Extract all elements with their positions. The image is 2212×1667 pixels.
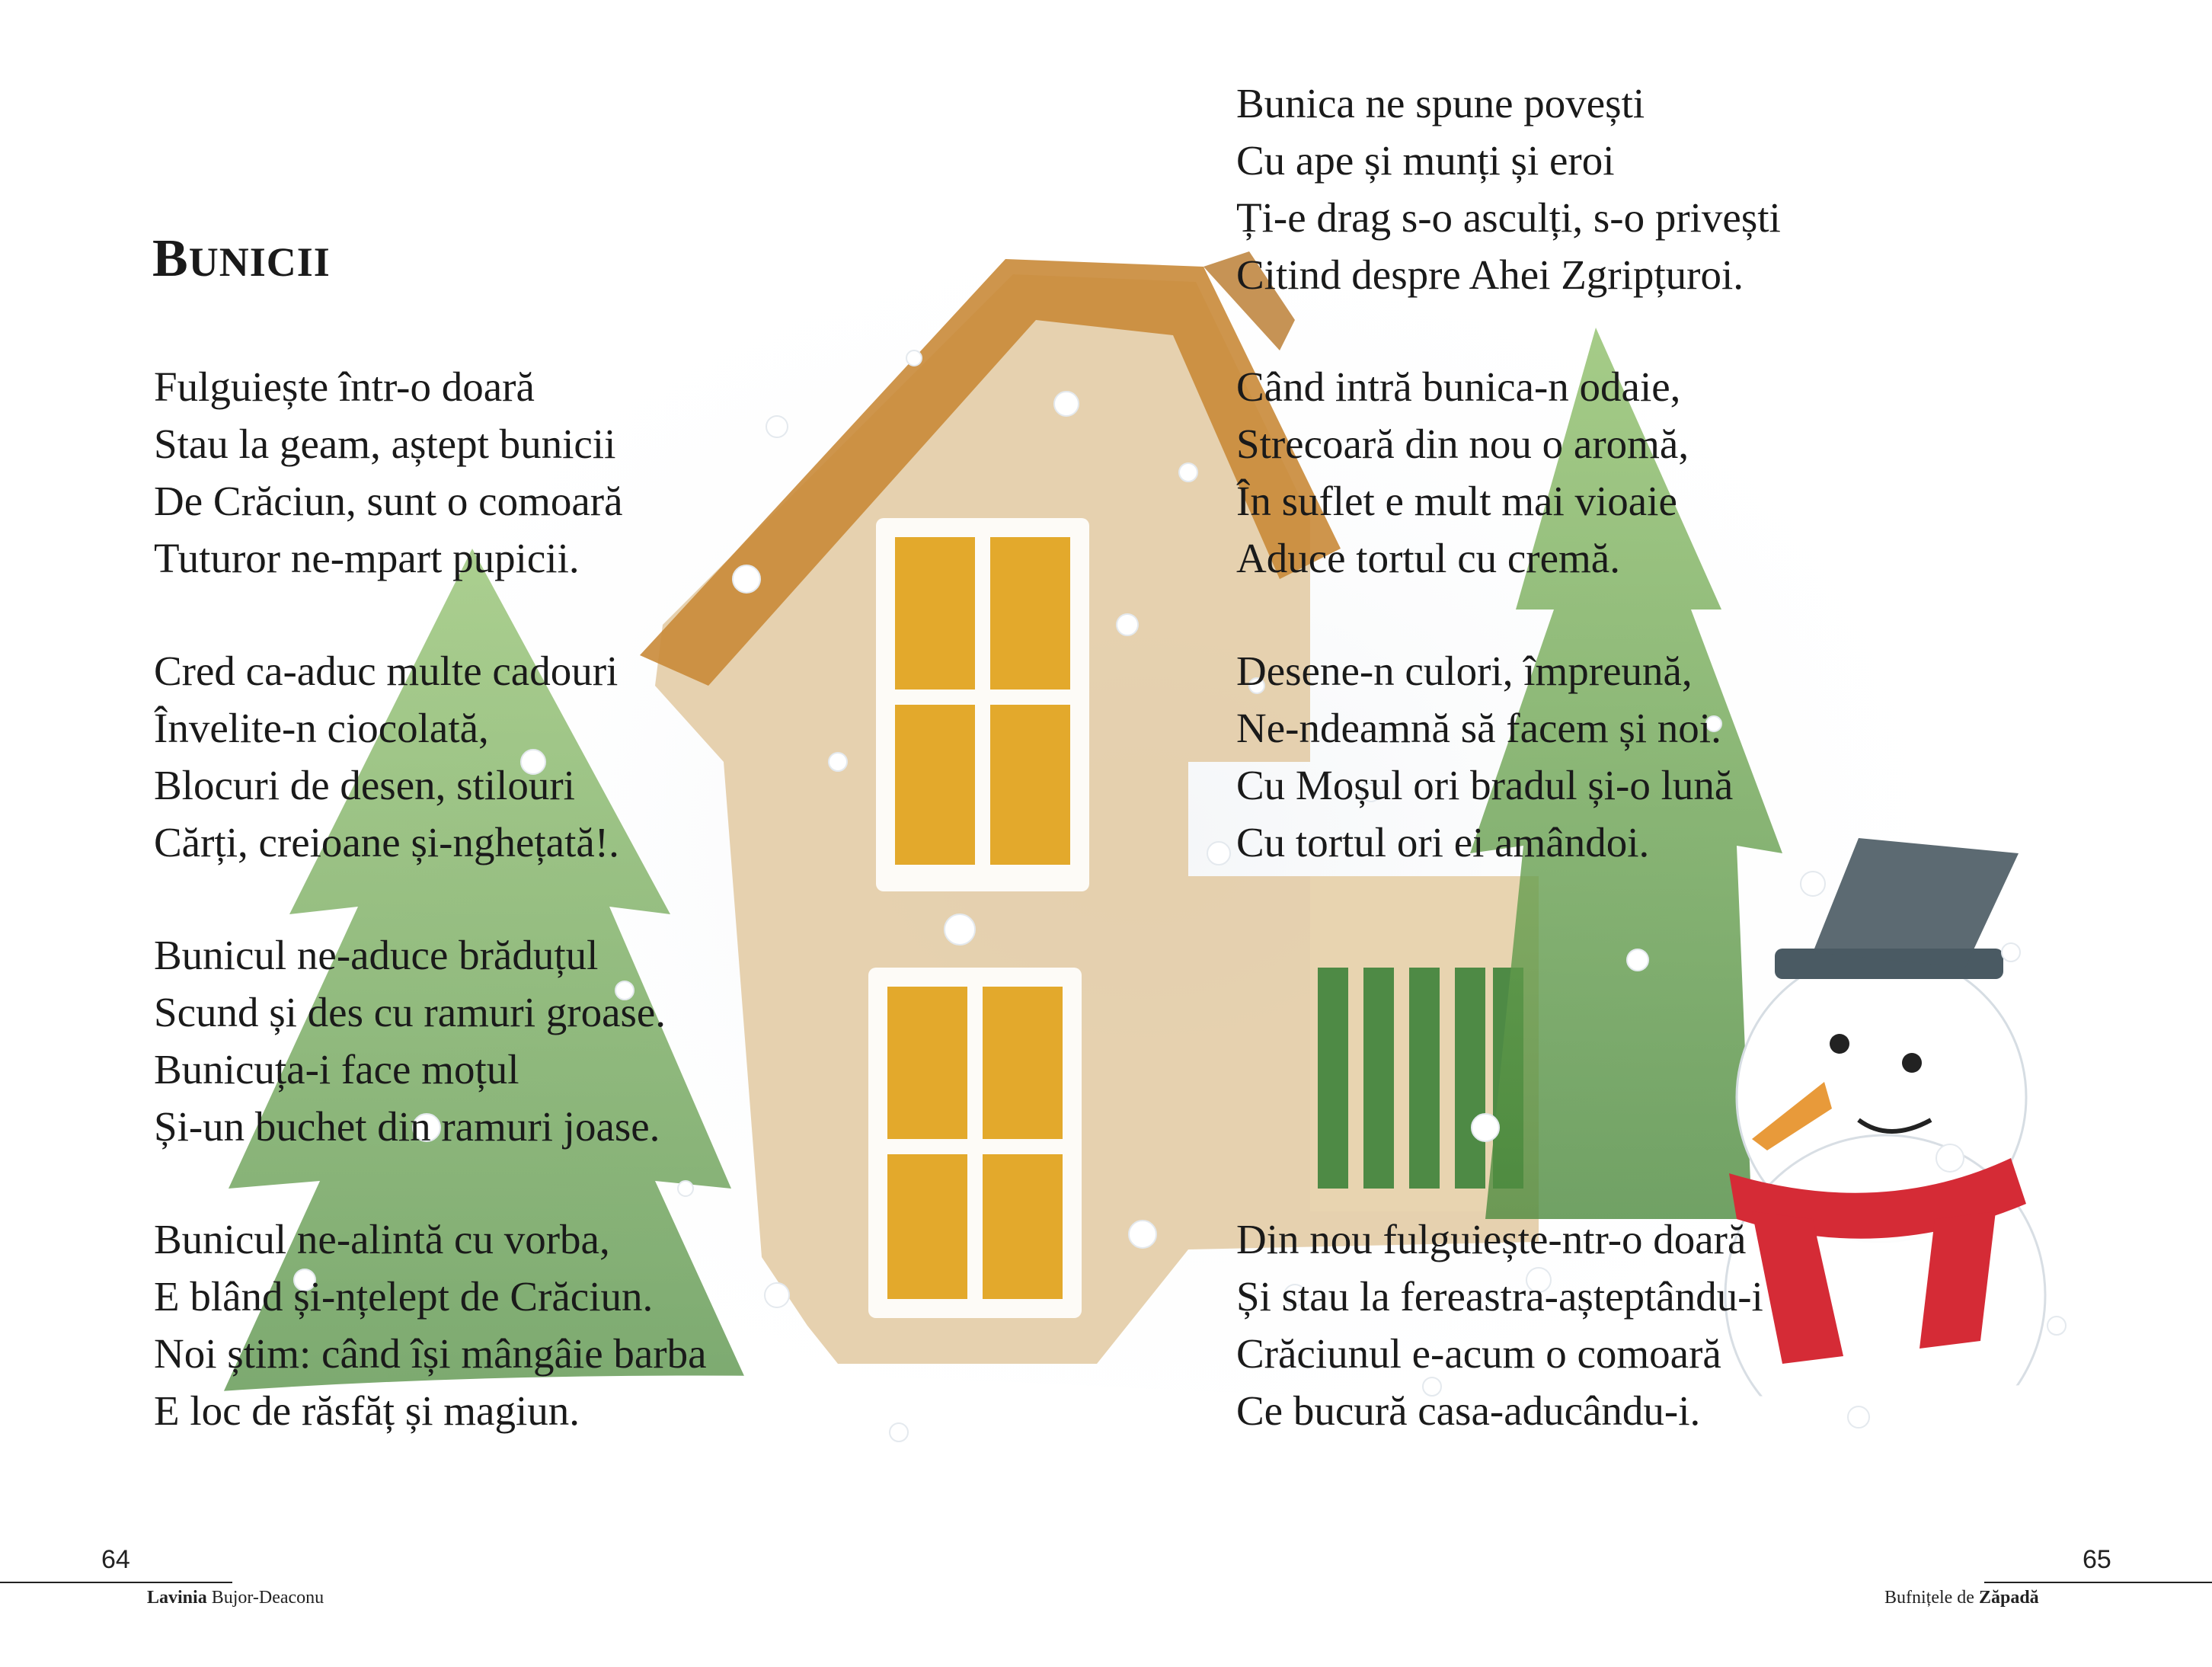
poem-title [152, 229, 331, 290]
verse-line: Desene-n culori, împreună, [1236, 648, 1693, 694]
right-page-number: 65 [2083, 1545, 2111, 1574]
stanza [154, 926, 666, 1155]
verse-line: Cred ca-aduc multe cadouri [154, 648, 619, 694]
verse-line: E blând și-nțelept de Crăciun. [154, 1273, 654, 1320]
verse-line: Învelite-n ciocolată, [154, 705, 489, 751]
verse-line: Strecoară din nou o aromă, [1236, 421, 1689, 467]
verse-line: Crăciunul e-acum o comoară [1236, 1330, 1721, 1377]
footer-divider [1984, 1582, 2212, 1583]
verse-line: Citind despre Ahei Zgripțuroi. [1236, 251, 1744, 298]
verse-line: Cu tortul ori ei amândoi. [1236, 819, 1650, 865]
verse-line: Tuturor ne-mpart pupicii. [154, 535, 580, 581]
footer-divider [0, 1582, 232, 1583]
verse-line: Din nou fulguiește-ntr-o doară [1236, 1216, 1747, 1262]
verse-line: Ne-ndeamnă să facem și noi. [1236, 705, 1721, 751]
stanza [1236, 358, 1689, 587]
stanza [1236, 75, 1781, 303]
verse-line: E loc de răsfăț și magiun. [154, 1387, 580, 1434]
verse-line: De Crăciun, sunt o comoară [154, 478, 623, 524]
verse-line: Și stau la fereastra-așteptându-i [1236, 1273, 1763, 1320]
author-first-name: Lavinia [147, 1588, 207, 1608]
verse-line: Și-un buchet din ramuri joase. [154, 1103, 660, 1150]
book-title-footer [1884, 1588, 2039, 1608]
verse-line: Cu ape și munți și eroi [1236, 137, 1615, 184]
verse-line: Fulguiește într-o doară [154, 363, 535, 410]
verse-line: Bunicul ne-aduce brăduțul [154, 932, 599, 978]
poem-title-initial: B [152, 229, 189, 288]
verse-line: Bunica ne spune povești [1236, 80, 1645, 126]
stanza [1236, 642, 1733, 871]
verse-line: Stau la geam, aștept bunicii [154, 421, 616, 467]
verse-line: Cărți, creioane și-nghețată!. [154, 819, 619, 865]
verse-line: Blocuri de desen, stilouri [154, 762, 575, 808]
verse-line: Cu Moșul ori bradul și-o lună [1236, 762, 1734, 808]
verse-line: Bunicuța-i face moțul [154, 1046, 519, 1093]
stanza [154, 642, 619, 871]
stanza [1236, 1211, 1763, 1439]
verse-line: Când intră bunica-n odaie, [1236, 363, 1681, 410]
verse-line: Ce bucură casa-aducându-i. [1236, 1387, 1701, 1434]
verse-line: Noi știm: când își mângâie barba [154, 1330, 707, 1377]
author-footer [147, 1588, 324, 1608]
stanza [154, 358, 623, 587]
verse-line: Scund și des cu ramuri groase. [154, 989, 666, 1035]
stanza [154, 1211, 707, 1439]
verse-line: Bunicul ne-alintă cu vorba, [154, 1216, 610, 1262]
book-title-highlight: Zăpadă [1978, 1588, 2039, 1608]
verse-line: În suflet e mult mai vioaie [1236, 478, 1677, 524]
left-page-number: 64 [101, 1545, 130, 1574]
verse-line: Aduce tortul cu cremă. [1236, 535, 1620, 581]
author-last-name: Bujor-Deaconu [211, 1588, 324, 1608]
poem-title-rest: UNICII [188, 239, 331, 285]
verse-line: Ți-e drag s-o asculți, s-o privești [1236, 194, 1781, 241]
book-title-prefix: Bufnițele de [1884, 1588, 1974, 1608]
